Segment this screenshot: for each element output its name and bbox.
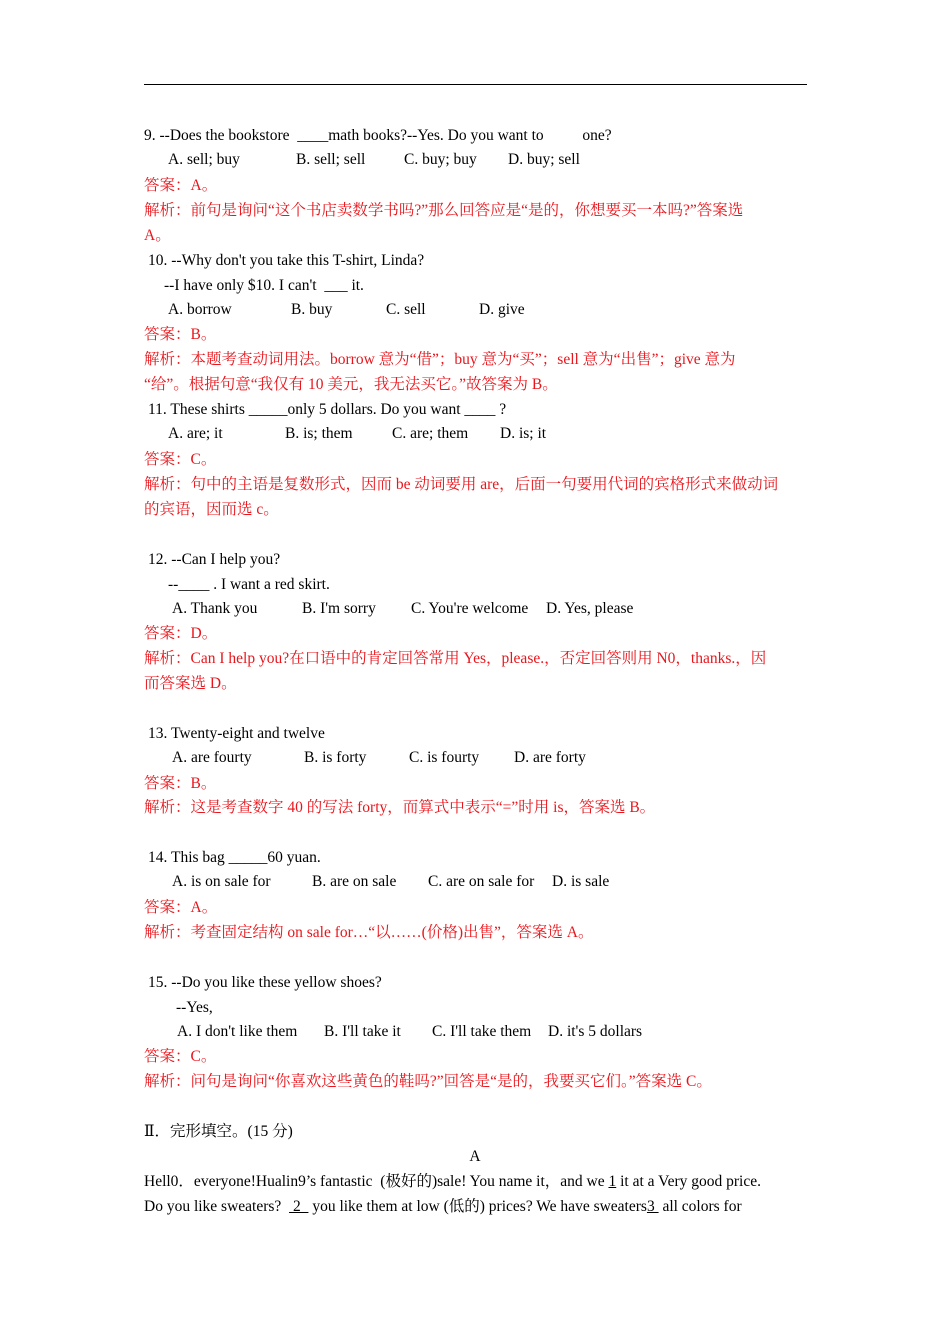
- question-9-analysis: 解析：前句是询问“这个书店卖数学书吗?”那么回答应是“是的，你想要买一本吗?”答案选: [144, 202, 744, 219]
- question-12-option-c: C. You're welcome: [411, 600, 529, 617]
- question-12-stem-reply: --____ . I want a red skirt.: [168, 576, 330, 593]
- question-11-stem: 11. These shirts _____only 5 dollars. Do you want ____ ?: [148, 401, 507, 418]
- blank-3: 3: [646, 1198, 659, 1215]
- passage-text: all colors for: [658, 1198, 742, 1215]
- question-13-option-b: B. is forty: [304, 749, 367, 766]
- question-9-answer: 答案：A。: [144, 177, 218, 194]
- question-13-option-a: A. are fourty: [172, 749, 252, 766]
- question-15-option-b: B. I'll take it: [324, 1023, 401, 1040]
- question-14-answer: 答案：A。: [144, 899, 218, 916]
- question-13-option-d: D. are forty: [514, 749, 586, 766]
- passage-label: A: [469, 1148, 481, 1165]
- question-11-analysis: 解析：句中的主语是复数形式，因而 be 动词要用 are，后面一句要用代词的宾格形式来做动词: [144, 476, 779, 493]
- question-11-option-c: C. are; them: [392, 425, 469, 442]
- question-11-answer: 答案：C。: [144, 451, 217, 468]
- question-13-stem: 13. Twenty-eight and twelve: [148, 725, 325, 742]
- question-15-option-a: A. I don't like them: [177, 1023, 298, 1040]
- question-14-option-a: A. is on sale for: [172, 873, 271, 890]
- passage-text: Hell0．everyone!Hualin9’s fantastic (极好的)sale! You name it，and we: [144, 1173, 609, 1190]
- question-9-analysis-cont: A。: [144, 227, 171, 244]
- question-12-answer: 答案：D。: [144, 625, 218, 642]
- question-14-option-d: D. is sale: [552, 873, 610, 890]
- question-13-option-c: C. is fourty: [409, 749, 480, 766]
- question-10-analysis: 解析：本题考查动词用法。borrow 意为“借”；buy 意为“买”；sell 意为“出售”；give 意为: [144, 351, 736, 368]
- question-15-analysis: 解析：问句是询问“你喜欢这些黄色的鞋吗?”回答是“是的，我要买它们。”答案选 C。: [144, 1073, 712, 1090]
- header-rule: [144, 84, 807, 85]
- blank-2: 2: [289, 1198, 309, 1215]
- question-9-option-d: D. buy; sell: [508, 151, 580, 168]
- question-12-option-d: D. Yes, please: [546, 600, 634, 617]
- blank-1: 1: [608, 1173, 617, 1190]
- question-15-option-d: D. it's 5 dollars: [548, 1023, 643, 1040]
- question-9-option-a: A. sell; buy: [168, 151, 240, 168]
- question-13-analysis: 解析：这是考查数字 40 的写法 forty，而算式中表示“=”时用 is，答案选 B。: [144, 799, 656, 816]
- question-14-option-b: B. are on sale: [312, 873, 397, 890]
- question-14-option-c: C. are on sale for: [428, 873, 535, 890]
- question-9-stem: 9. --Does the bookstore ____math books?--Yes. Do you want to one?: [144, 127, 612, 144]
- question-15-option-c: C. I'll take them: [432, 1023, 532, 1040]
- question-11-option-b: B. is; them: [285, 425, 353, 442]
- question-14-stem: 14. This bag _____60 yuan.: [148, 849, 321, 866]
- question-12-analysis: 解析：Can I help you?在口语中的肯定回答常用 Yes，please.，否定回答则用 N0，thanks.，因: [144, 650, 767, 667]
- question-11-analysis-cont: 的宾语，因而选 c。: [144, 501, 279, 518]
- passage-line-1: [144, 1172, 761, 1192]
- question-15-answer: 答案：C。: [144, 1048, 217, 1065]
- passage-text: it at a Very good price.: [616, 1173, 761, 1190]
- question-14-analysis: 解析：考查固定结构 on sale for…“以……(价格)出售”，答案选 A。: [144, 924, 594, 941]
- question-15-stem-reply: --Yes,: [176, 999, 213, 1016]
- question-9-option-b: B. sell; sell: [296, 151, 366, 168]
- question-9-option-c: C. buy; buy: [404, 151, 477, 168]
- question-10-analysis-cont: “给”。根据句意“我仅有 10 美元，我无法买它。”故答案为 B。: [144, 376, 558, 393]
- question-15-stem: 15. --Do you like these yellow shoes?: [148, 974, 382, 991]
- passage-line-2: [144, 1197, 742, 1217]
- question-10-answer: 答案：B。: [144, 326, 217, 343]
- question-10-option-c: C. sell: [386, 301, 426, 318]
- question-12-stem: 12. --Can I help you?: [148, 551, 281, 568]
- question-13-answer: 答案：B。: [144, 775, 217, 792]
- question-10-option-a: A. borrow: [168, 301, 232, 318]
- question-12-option-b: B. I'm sorry: [302, 600, 376, 617]
- question-10-option-b: B. buy: [291, 301, 333, 318]
- question-12-analysis-cont: 而答案选 D。: [144, 675, 237, 692]
- question-10-stem: 10. --Why don't you take this T-shirt, Linda?: [148, 252, 425, 269]
- question-10-option-d: D. give: [479, 301, 525, 318]
- question-12-option-a: A. Thank you: [172, 600, 258, 617]
- section-heading: Ⅱ．完形填空。(15 分): [144, 1123, 293, 1140]
- passage-text: Do you like sweaters?: [144, 1198, 290, 1215]
- passage-text: you like them at low (低的) prices? We have sweaters: [308, 1198, 647, 1215]
- question-11-option-d: D. is; it: [500, 425, 547, 442]
- question-11-option-a: A. are; it: [168, 425, 223, 442]
- question-10-stem-reply: --I have only $10. I can't ___ it.: [164, 277, 364, 294]
